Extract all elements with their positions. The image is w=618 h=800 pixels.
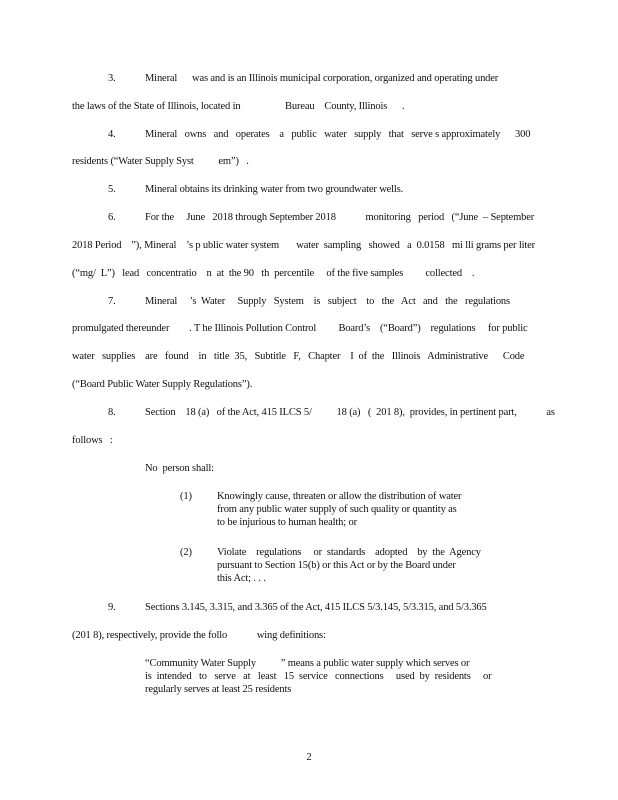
para-5-number: 5. — [108, 184, 116, 195]
para-9-line-1: Sections 3.145, 3.315, and 3.365 of the Act, 415 ILCS 5/3.145, 5/3.315, and 5/3.365 — [145, 602, 487, 613]
quote-item-1-line-3: to be injurious to human health; or — [217, 517, 357, 528]
quote-item-2-line-3: this Act; . . . — [217, 573, 266, 584]
para-4-line-1: Mineral owns and operates a public water supply that serve s approximately 300 — [145, 129, 531, 140]
para-7-line-4: (“Board Public Water Supply Regulations”). — [72, 379, 253, 390]
quote-item-2-line-1: Violate regulations or standards adopted by the Agency — [217, 547, 481, 558]
para-9-number: 9. — [108, 602, 116, 613]
para-8-line-2: follows : — [72, 435, 113, 446]
para-7-line-1: Mineral ’s Water Supply System is subject to the Act and the regulations — [145, 296, 510, 307]
quote-item-2-line-2: pursuant to Section 15(b) or this Act or by the Board under — [217, 560, 456, 571]
definition-line-3: regularly serves at least 25 residents — [145, 684, 292, 695]
quote-item-1-line-2: from any public water supply of such quality or quantity as — [217, 504, 457, 515]
para-6-line-3: (“mg/ L”) lead concentratio n at the 90 th percentile of the five samples collected . — [72, 268, 475, 279]
quote-item-1-line-1: Knowingly cause, threaten or allow the distribution of water — [217, 491, 462, 502]
para-7-number: 7. — [108, 296, 116, 307]
para-4-number: 4. — [108, 129, 116, 140]
para-8-line-1: Section 18 (a) of the Act, 415 ILCS 5/ 18 (a) ( 201 8), provides, in pertinent part, as — [145, 407, 555, 418]
quote-intro: No person shall: — [145, 463, 214, 474]
definition-line-1: “Community Water Supply ” means a public water supply which serves or — [145, 658, 470, 669]
para-3-line-2: the laws of the State of Illinois, located in Bureau County, Illinois . — [72, 101, 405, 112]
para-3-number: 3. — [108, 73, 116, 84]
quote-item-1-number: (1) — [180, 491, 192, 502]
para-3-line-1: Mineral was and is an Illinois municipal corporation, organized and operating under — [145, 73, 499, 84]
para-7-line-3: water supplies are found in title 35, Subtitle F, Chapter I of the Illinois Administrative Code — [72, 351, 525, 362]
para-4-line-2: residents (“Water Supply Syst em”) . — [72, 156, 249, 167]
para-9-line-2: (201 8), respectively, provide the follo wing definitions: — [72, 630, 326, 641]
para-6-line-2: 2018 Period ”), Mineral ’s p ublic water system water sampling showed a 0.0158 mi lli grams per liter — [72, 240, 536, 251]
para-6-line-1: For the June 2018 through September 2018 monitoring period (“June – September — [145, 212, 535, 223]
definition-line-2: is intended to serve at least 15 service connections used by residents or — [145, 671, 492, 682]
para-7-line-2: promulgated thereunder . T he Illinois Pollution Control Board’s (“Board”) regulations for public — [72, 323, 528, 334]
para-5-line-1: Mineral obtains its drinking water from two groundwater wells. — [145, 184, 404, 195]
para-8-number: 8. — [108, 407, 116, 418]
quote-item-2-number: (2) — [180, 547, 192, 558]
page-number: 2 — [306, 752, 312, 763]
para-6-number: 6. — [108, 212, 116, 223]
